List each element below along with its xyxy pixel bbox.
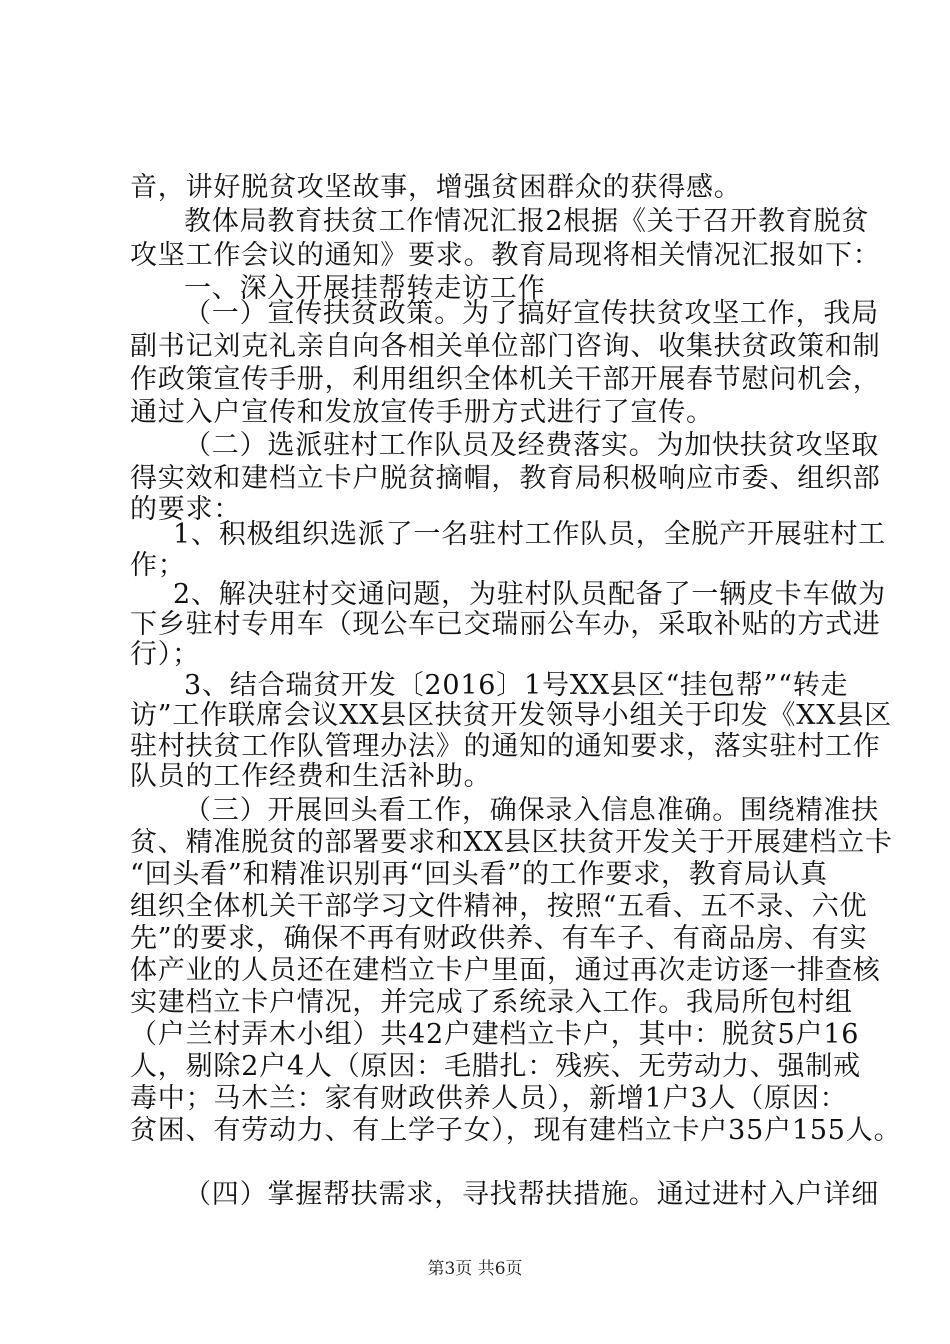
body-line: 得实效和建档立卡户脱贫摘帽，教育局积极响应市委、组织部 [130, 463, 881, 494]
body-line: 访”工作联席会议XX县区扶贫开发领导小组关于印发《XX县区 [130, 700, 892, 731]
body-line: 行）； [130, 639, 200, 670]
section-heading: 一、深入开展挂帮转走访工作 [184, 273, 546, 304]
body-line: （一）宣传扶贫政策。为了搞好宣传扶贫攻坚工作，我局 [184, 298, 879, 329]
page-number-footer: 第3页 共6页 [427, 1259, 523, 1279]
body-line: 先”的要求，确保不再有财政供养、有车子、有商品房、有实 [130, 923, 868, 954]
body-line: 人，剔除2户4人（原因：毛腊扎：残疾、无劳动力、强制戒 [130, 1051, 861, 1082]
body-line: 教体局教育扶贫工作情况汇报2根据《关于召开教育脱贫 [184, 206, 870, 237]
body-line: 副书记刘克礼亲自向各相关单位部门咨询、收集扶贫政策和制 [130, 331, 881, 362]
body-line: 作政策宣传手册，利用组织全体机关干部开展春节慰问机会， [130, 364, 881, 395]
body-line: 实建档立卡户情况，并完成了系统录入工作。我局所包村组 [130, 987, 853, 1018]
body-line: 通过入户宣传和发放宣传手册方式进行了宣传。 [130, 397, 714, 428]
body-line: （四）掌握帮扶需求，寻找帮扶措施。通过进村入户详细 [184, 1179, 879, 1210]
body-line: 作； [130, 550, 186, 581]
body-line: 攻坚工作会议的通知》要求。教育局现将相关情况汇报如下： [130, 240, 881, 271]
body-line: 贫、精准脱贫的部署要求和XX县区扶贫开发关于开展建档立卡 [130, 827, 893, 858]
body-line: （户兰村弄木小组）共42户建档立卡户，其中：脱贫5户16 [130, 1019, 860, 1050]
body-line: 体产业的人员还在建档立卡户里面，通过再次走访逐一排查核 [130, 955, 881, 986]
body-line: 3、结合瑞贫开发〔2016〕1号XX县区“挂包帮”“转走 [184, 670, 849, 701]
body-line: 贫困、有劳动力、有上学子女），现有建档立卡户35户155人。 [130, 1115, 902, 1146]
body-line: 音，讲好脱贫攻坚故事，增强贫困群众的获得感。 [130, 172, 742, 203]
body-line: 队员的工作经费和生活补助。 [130, 761, 492, 792]
body-line: 2、解决驻村交通问题，为驻村队员配备了一辆皮卡车做为 [173, 579, 886, 610]
body-line: 的要求： [130, 494, 242, 525]
body-line: （三）开展回头看工作，确保录入信息准确。围绕精准扶 [184, 795, 879, 826]
body-line: 驻村扶贫工作队管理办法》的通知的通知要求，落实驻村工作 [130, 731, 881, 762]
body-line: （二）选派驻村工作队员及经费落实。为加快扶贫攻坚取 [184, 430, 879, 461]
body-line: 毒中；马木兰：家有财政供养人员），新增1户3人（原因： [130, 1083, 848, 1114]
body-line: 组织全体机关干部学习文件精神，按照“五看、五不录、六优 [130, 891, 868, 922]
body-line: 下乡驻村专用车（现公车已交瑞丽公车办，采取补贴的方式进 [130, 609, 881, 640]
body-line: “回头看”和精准识别再“回头看”的工作要求，教育局认真 [130, 859, 828, 890]
body-line: 1、积极组织选派了一名驻村工作队员，全脱产开展驻村工 [173, 519, 886, 550]
